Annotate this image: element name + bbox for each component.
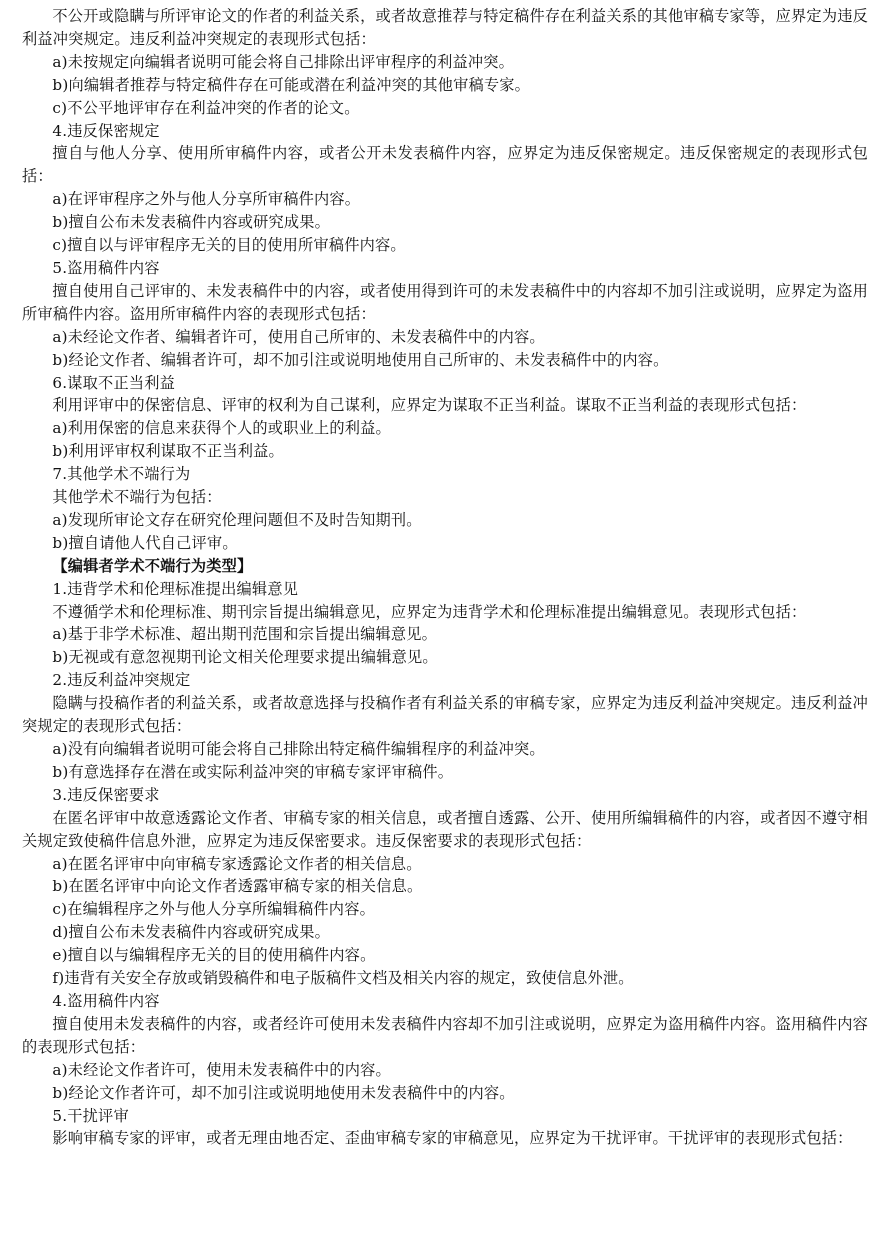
section-heading: 【编辑者学术不端行为类型】 [52,556,253,575]
list-item: b)在匿名评审中向论文作者透露审稿专家的相关信息。 [52,877,423,896]
list-item: b)利用评审权利谋取不正当利益。 [52,442,284,461]
list-item: c)不公平地评审存在利益冲突的作者的论文。 [52,98,360,117]
body-paragraph: 擅自使用未发表稿件的内容，或者经许可使用未发表稿件内容却不加引注或说明，应界定为盗用稿件内容。盗用稿件内容的表现形式包括： [22,1014,868,1056]
list-item: b)擅自请他人代自己评审。 [52,533,238,552]
list-item: a)在匿名评审中向审稿专家透露论文作者的相关信息。 [52,854,422,873]
body-paragraph: 隐瞒与投稿作者的利益关系，或者故意选择与投稿作者有利益关系的审稿专家，应界定为违反利益冲突规定。违反利益冲突规定的表现形式包括： [22,694,868,736]
list-item: c)在编辑程序之外与他人分享所编辑稿件内容。 [52,900,375,919]
list-item: 1.违背学术和伦理标准提出编辑意见 [52,579,299,598]
list-item: b)向编辑者推荐与特定稿件存在可能或潜在利益冲突的其他审稿专家。 [52,75,531,94]
list-item: 其他学术不端行为包括： [52,488,222,507]
list-item: c)擅自以与评审程序无关的目的使用所审稿件内容。 [52,236,406,255]
list-item: 4.盗用稿件内容 [52,991,160,1010]
list-item: a)没有向编辑者说明可能会将自己排除出特定稿件编辑程序的利益冲突。 [52,740,545,758]
list-item: 7.其他学术不端行为 [52,465,191,484]
list-item: b)无视或有意忽视期刊论文相关伦理要求提出编辑意见。 [52,648,438,667]
list-item: b)擅自公布未发表稿件内容或研究成果。 [52,213,331,232]
list-item: d)擅自公布未发表稿件内容或研究成果。 [52,923,331,942]
list-item: a)在评审程序之外与他人分享所审稿件内容。 [52,190,361,209]
list-item: a)基于非学术标准、超出期刊范围和宗旨提出编辑意见。 [52,625,438,644]
body-paragraph: 不公开或隐瞒与所评审论文的作者的利益关系，或者故意推荐与特定稿件存在利益关系的其他审稿专家等，应界定为违反利益冲突规定。违反利益冲突规定的表现形式包括： [22,7,868,48]
list-item: b)经论文作者许可，却不加引注或说明地使用未发表稿件中的内容。 [52,1083,515,1102]
list-item: b)有意选择存在潜在或实际利益冲突的审稿专家评审稿件。 [52,762,454,781]
body-paragraph: 在匿名评审中故意透露论文作者、审稿专家的相关信息，或者擅自透露、公开、使用所编辑稿件的内容，或者因不遵守相关规定致使稿件信息外泄，应界定为违反保密要求。违反保密要求的表现形式包括： [22,808,868,850]
body-paragraph: 不遵循学术和伦理标准、期刊宗旨提出编辑意见，应界定为违背学术和伦理标准提出编辑意见。表现形式包括： [52,602,807,621]
list-item: f)违背有关安全存放或销毁稿件和电子版稿件文档及相关内容的规定，致使信息外泄。 [52,969,634,988]
body-paragraph: 利用评审中的保密信息、评审的权利为自己谋利，应界定为谋取不正当利益。谋取不正当利益的表现形式包括： [52,396,807,415]
list-item: a)利用保密的信息来获得个人的或职业上的利益。 [52,419,391,438]
list-item: b)经论文作者、编辑者许可，却不加引注或说明地使用自己所审的、未发表稿件中的内容。 [52,350,669,369]
list-item: a)发现所审论文存在研究伦理问题但不及时告知期刊。 [52,510,422,529]
list-item: a)未经论文作者、编辑者许可，使用自己所审的、未发表稿件中的内容。 [52,327,545,346]
body-paragraph: 擅自与他人分享、使用所审稿件内容，或者公开未发表稿件内容，应界定为违反保密规定。违反保密规定的表现形式包括： [22,144,868,186]
list-item: 5.干扰评审 [52,1106,129,1125]
list-item: e)擅自以与编辑程序无关的目的使用稿件内容。 [52,946,376,965]
list-item: 6.谋取不正当利益 [52,373,175,392]
list-item: 5.盗用稿件内容 [52,258,160,277]
list-item: 3.违反保密要求 [52,785,160,804]
list-item: a)未按规定向编辑者说明可能会将自己排除出评审程序的利益冲突。 [52,52,515,71]
body-paragraph: 影响审稿专家的评审，或者无理由地否定、歪曲审稿专家的审稿意见，应界定为干扰评审。干扰评审的表现形式包括： [52,1129,853,1148]
list-item: a)未经论文作者许可，使用未发表稿件中的内容。 [52,1060,391,1079]
body-paragraph: 擅自使用自己评审的、未发表稿件中的内容，或者使用得到许可的未发表稿件中的内容却不加引注或说明，应界定为盗用所审稿件内容。盗用所审稿件内容的表现形式包括： [22,281,868,323]
list-item: 4.违反保密规定 [52,121,160,140]
list-item: 2.违反利益冲突规定 [52,671,191,690]
